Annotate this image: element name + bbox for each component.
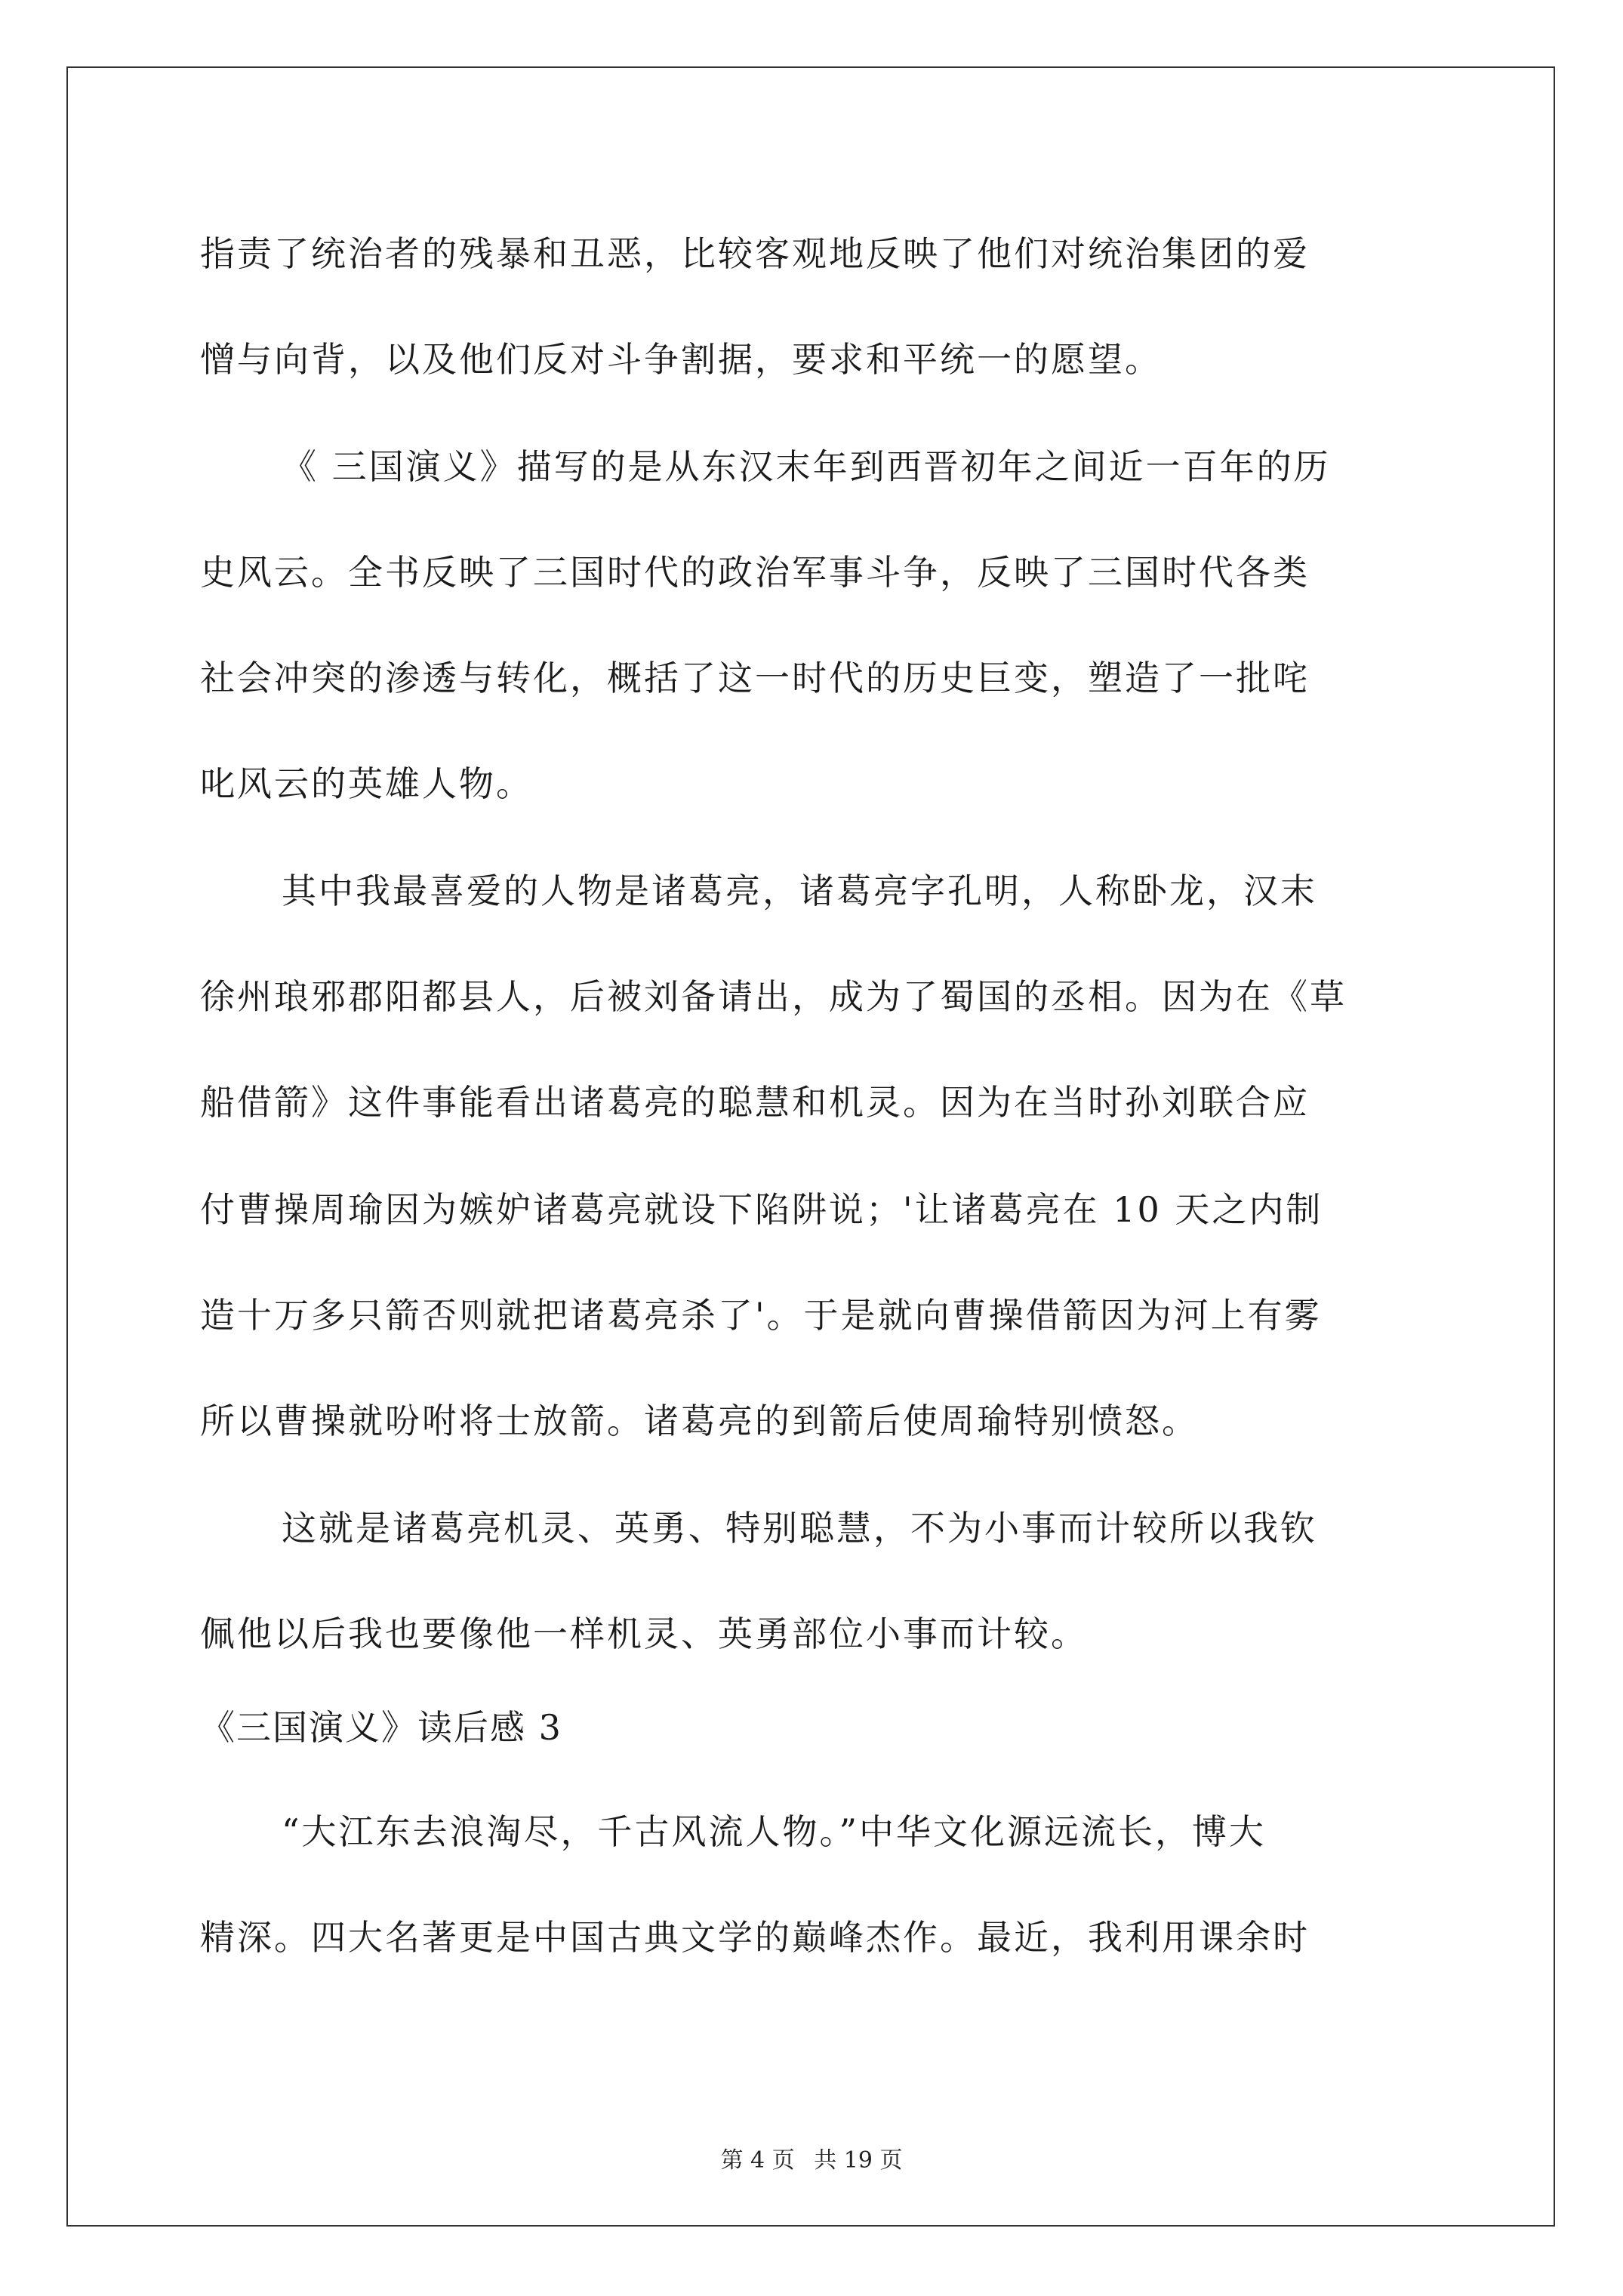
page-number: 第 4 页 xyxy=(720,2147,795,2174)
paragraph-line: 这就是诸葛亮机灵、英勇、特别聪慧，不为小事而计较所以我钦 xyxy=(282,1508,1317,1549)
page-total: 共 19 页 xyxy=(814,2147,903,2174)
paragraph-line: 所以曹操就吩咐将士放箭。诸葛亮的到箭后使周瑜特别愤怒。 xyxy=(200,1401,1199,1441)
section-heading: 《三国演义》读后感 3 xyxy=(200,1707,562,1748)
paragraph-line: 指责了统治者的残暴和丑恶，比较客观地反映了他们对统治集团的爱 xyxy=(200,233,1310,274)
paragraph-line: 精深。四大名著更是中国古典文学的巅峰杰作。最近，我利用课余时 xyxy=(200,1917,1310,1958)
paragraph-line: 史风云。全书反映了三国时代的政治军事斗争，反映了三国时代各类 xyxy=(200,552,1310,593)
paragraph-line: 社会冲突的渗透与转化，概括了这一时代的历史巨变，塑造了一批咤 xyxy=(200,658,1310,698)
paragraph-line: 徐州琅邪郡阳都县人，后被刘备请出，成为了蜀国的丞相。因为在《草 xyxy=(200,976,1347,1017)
page-footer xyxy=(0,2146,1623,2176)
paragraph-line: 憎与向背，以及他们反对斗争割据，要求和平统一的愿望。 xyxy=(200,339,1162,380)
page-border xyxy=(66,66,1555,2227)
paragraph-line: 船借箭》这件事能看出诸葛亮的聪慧和机灵。因为在当时孙刘联合应 xyxy=(200,1082,1310,1123)
paragraph-line: “大江东去浪淘尽，千古风流人物。”中华文化源远流长，博大 xyxy=(282,1811,1267,1852)
paragraph-line: 叱风云的英雄人物。 xyxy=(200,763,533,804)
paragraph-line: 佩他以后我也要像他一样机灵、英勇部位小事而计较。 xyxy=(200,1613,1088,1654)
paragraph-line: 造十万多只箭否则就把诸葛亮杀了'。于是就向曹操借箭因为河上有雾 xyxy=(200,1295,1322,1336)
paragraph-line: 其中我最喜爱的人物是诸葛亮，诸葛亮字孔明，人称卧龙，汉末 xyxy=(282,871,1317,911)
paragraph-line: 付曹操周瑜因为嫉妒诸葛亮就设下陷阱说；'让诸葛亮在 10 天之内制 xyxy=(200,1189,1323,1230)
paragraph-line: 《 三国演义》描写的是从东汉末年到西晋初年之间近一百年的历 xyxy=(282,446,1331,487)
